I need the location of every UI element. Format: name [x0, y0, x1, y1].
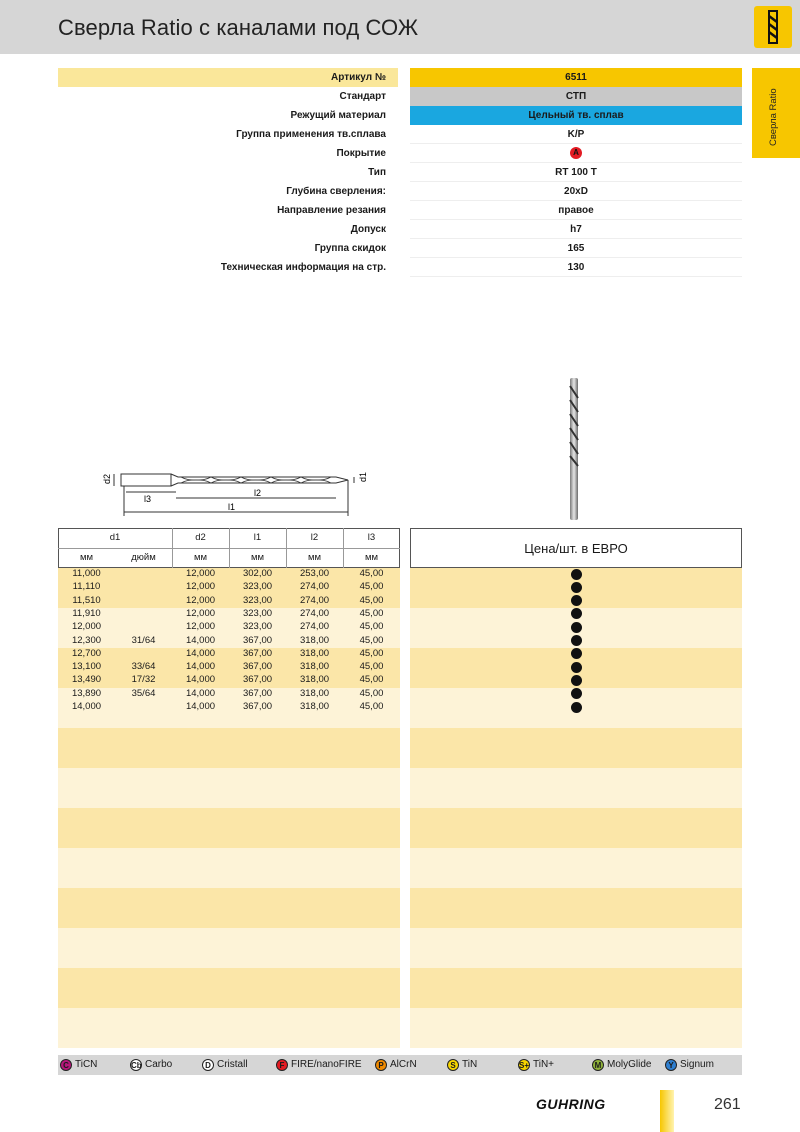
- spec-value: 20xD: [564, 186, 588, 197]
- col-header-l2: l2: [310, 532, 319, 543]
- spec-value: K/P: [567, 129, 585, 140]
- cell-l2: 318,00: [299, 687, 330, 699]
- spec-row: [58, 220, 742, 239]
- cell-d2: 12,000: [185, 607, 216, 619]
- legend-label: AlCrN: [390, 1059, 417, 1070]
- table-band: [410, 888, 742, 928]
- cell-d1-mm: 11,000: [72, 568, 101, 579]
- table-row[interactable]: [58, 634, 400, 647]
- cell-l2: 274,00: [299, 581, 330, 593]
- coating-badge: [410, 144, 742, 163]
- table-row[interactable]: [58, 594, 400, 607]
- cell-d2: 14,000: [185, 647, 216, 659]
- unit-inch: дюйм: [131, 552, 156, 563]
- spec-value: 130: [567, 262, 585, 273]
- col-header-l3: l3: [367, 532, 376, 543]
- drawing-label-l2: l2: [254, 488, 262, 498]
- unit-mm: мм: [250, 552, 265, 563]
- drawing-label-d1: d1: [358, 471, 368, 482]
- coating-icon: M: [592, 1059, 604, 1071]
- legend-item: [276, 1058, 362, 1072]
- cell-d2: 12,000: [185, 621, 216, 633]
- spec-label: Артикул №: [331, 72, 386, 83]
- cell-l3: 45,00: [359, 621, 384, 633]
- drill-logo-icon: [754, 6, 792, 48]
- cell-d1-mm: 14,000: [71, 701, 102, 712]
- unit-mm: мм: [364, 552, 379, 563]
- spec-value: Цельный тв. сплав: [410, 106, 742, 125]
- coating-icon: S+: [519, 1061, 530, 1070]
- cell-l2: 274,00: [299, 594, 330, 606]
- cell-l3: 45,00: [359, 594, 384, 606]
- legend-item: [518, 1058, 554, 1072]
- spec-row: [58, 182, 742, 201]
- legend-label: Cristall: [217, 1059, 248, 1070]
- table-row[interactable]: [58, 647, 400, 660]
- cell-l3: 45,00: [359, 701, 384, 712]
- legend-item: [447, 1058, 477, 1072]
- legend-item: [202, 1058, 248, 1072]
- spec-row: [58, 201, 742, 220]
- availability-dot-icon: [571, 675, 582, 686]
- table-band: [58, 1008, 400, 1048]
- cell-d1-mm: 13,100: [71, 661, 102, 673]
- cell-d1-mm: 12,000: [71, 621, 102, 633]
- cell-d1-mm: 12,300: [71, 634, 102, 646]
- table-row[interactable]: [58, 687, 400, 700]
- cell-d1-inch: 31/64: [131, 634, 156, 646]
- coating-icon: A: [570, 147, 582, 159]
- coating-icon: Cb: [131, 1061, 142, 1070]
- coating-icon: Y: [665, 1059, 677, 1071]
- cell-d1-mm: 11,510: [72, 594, 101, 606]
- spec-value: RT 100 T: [555, 167, 597, 178]
- page-number: 261: [714, 1096, 741, 1113]
- cell-l3: 45,00: [359, 661, 384, 673]
- legend-item: [130, 1058, 172, 1072]
- coating-icon: S: [447, 1059, 459, 1071]
- cell-l3: 45,00: [359, 607, 384, 619]
- legend-label: FIRE/nanoFIRE: [291, 1059, 362, 1070]
- side-tab-label: Сверла Ratio: [768, 88, 779, 146]
- table-band: [410, 928, 742, 968]
- cell-l1: 323,00: [242, 594, 273, 606]
- drill-photo-image: [564, 376, 584, 522]
- spec-label: Покрытие: [336, 148, 386, 159]
- table-row[interactable]: [58, 580, 400, 593]
- footer-accent: [660, 1090, 674, 1132]
- cell-d1-mm: 13,890: [71, 687, 102, 699]
- cell-d2: 12,000: [185, 568, 216, 579]
- spec-value: СТП: [410, 87, 742, 106]
- table-band: [410, 728, 742, 768]
- availability-dot-icon: [571, 702, 582, 713]
- spec-label: Допуск: [350, 224, 386, 235]
- table-band: [58, 888, 400, 928]
- unit-mm: мм: [307, 552, 322, 563]
- table-band: [58, 928, 400, 968]
- unit-mm: мм: [79, 552, 94, 563]
- spec-label: Группа скидок: [314, 243, 386, 254]
- cell-l3: 45,00: [359, 647, 384, 659]
- spec-value: 6511: [410, 68, 742, 87]
- legend-label: MolyGlide: [607, 1059, 652, 1070]
- cell-l1: 302,00: [242, 568, 273, 579]
- col-header-d2: d2: [195, 532, 206, 543]
- spec-value: h7: [570, 224, 582, 235]
- table-band: [410, 1008, 742, 1048]
- cell-l1: 367,00: [242, 661, 273, 673]
- cell-l3: 45,00: [359, 581, 384, 593]
- availability-dot-icon: [571, 622, 582, 633]
- legend-label: TiN+: [533, 1059, 555, 1070]
- table-band: [58, 848, 400, 888]
- cell-d1-mm: 12,700: [71, 647, 102, 659]
- col-header-l1: l1: [253, 532, 262, 543]
- spec-row: [58, 106, 742, 125]
- spec-label: Группа применения тв.сплава: [236, 129, 386, 140]
- cell-d2: 12,000: [185, 581, 216, 593]
- table-row[interactable]: [58, 673, 400, 686]
- cell-l2: 318,00: [299, 647, 330, 659]
- spec-separator: [410, 276, 742, 277]
- spec-label: Стандарт: [339, 91, 386, 102]
- col-header-d1: d1: [109, 532, 121, 543]
- cell-d2: 12,000: [185, 594, 216, 606]
- table-band: [410, 768, 742, 808]
- table-row[interactable]: [58, 620, 400, 633]
- cell-l1: 323,00: [242, 621, 273, 633]
- drawing-label-d2: d2: [102, 473, 112, 484]
- legend-item: [665, 1058, 714, 1072]
- cell-d2: 14,000: [185, 687, 216, 699]
- page-title: Сверла Ratio с каналами под СОЖ: [58, 15, 419, 40]
- spec-label: Направление резания: [277, 205, 386, 216]
- drill-dimension-drawing: [96, 460, 376, 522]
- legend-item: [60, 1058, 97, 1072]
- legend-item: [375, 1058, 417, 1072]
- cell-l1: 367,00: [242, 647, 273, 659]
- cell-d2: 14,000: [185, 661, 216, 673]
- table-row[interactable]: [58, 660, 400, 673]
- spec-row: [58, 125, 742, 144]
- brand-logo: GUHRING: [536, 1096, 606, 1112]
- spec-value: 165: [567, 243, 585, 254]
- cell-l2: 253,00: [299, 568, 330, 579]
- table-band: [58, 728, 400, 768]
- table-row[interactable]: [58, 607, 400, 620]
- coating-icon: P: [375, 1059, 387, 1071]
- coating-icon: C: [60, 1059, 72, 1071]
- legend-label: TiCN: [75, 1059, 98, 1070]
- cell-d1-mm: 11,110: [72, 581, 101, 593]
- spec-label: Техническая информация на стр.: [220, 262, 386, 273]
- spec-row: [58, 163, 742, 182]
- price-header: Цена/шт. в ЕВРО: [410, 528, 742, 568]
- availability-dot-icon: [571, 662, 582, 673]
- unit-mm: мм: [193, 552, 208, 563]
- cell-l3: 45,00: [359, 687, 384, 699]
- spec-label: Режущий материал: [290, 110, 386, 121]
- cell-d2: 14,000: [185, 701, 216, 712]
- cell-l3: 45,00: [359, 674, 384, 686]
- spec-row: [58, 239, 742, 258]
- spec-row: [58, 144, 742, 163]
- spec-label: Глубина сверления:: [286, 186, 386, 197]
- cell-l3: 45,00: [359, 568, 384, 579]
- table-band: [58, 968, 400, 1008]
- table-row[interactable]: [58, 700, 400, 713]
- cell-d1-mm: 13,490: [71, 674, 102, 686]
- cell-l2: 274,00: [299, 607, 330, 619]
- cell-d1-mm: 11,910: [72, 607, 101, 619]
- drawing-label-l1: l1: [228, 502, 236, 512]
- coating-icon: F: [276, 1059, 288, 1071]
- spec-label: Тип: [368, 167, 386, 178]
- spec-row: [58, 258, 742, 277]
- spec-row: [58, 68, 742, 87]
- cell-l2: 318,00: [299, 674, 330, 686]
- coating-icon: D: [202, 1059, 214, 1071]
- table-band: [410, 808, 742, 848]
- cell-l1: 367,00: [242, 634, 273, 646]
- availability-dot-icon: [571, 582, 582, 593]
- table-band: [58, 808, 400, 848]
- cell-l1: 367,00: [242, 674, 273, 686]
- table-band: [58, 768, 400, 808]
- cell-l3: 45,00: [359, 634, 384, 646]
- spec-value: правое: [558, 205, 594, 216]
- cell-d2: 14,000: [185, 634, 216, 646]
- cell-d1-inch: 33/64: [131, 661, 156, 673]
- legend-item: [592, 1058, 651, 1072]
- availability-dot-icon: [571, 569, 582, 580]
- spec-row: [58, 87, 742, 106]
- cell-d1-inch: 17/32: [131, 674, 156, 686]
- cell-l1: 367,00: [242, 701, 273, 712]
- cell-l1: 367,00: [242, 687, 273, 699]
- cell-l2: 318,00: [299, 701, 330, 712]
- cell-l2: 318,00: [299, 634, 330, 646]
- table-band: [410, 968, 742, 1008]
- cell-d1-inch: 35/64: [131, 687, 156, 699]
- availability-dot-icon: [571, 635, 582, 646]
- cell-l1: 323,00: [242, 581, 273, 593]
- cell-d2: 14,000: [185, 674, 216, 686]
- legend-label: Carbo: [145, 1059, 173, 1070]
- cell-l2: 274,00: [299, 621, 330, 633]
- legend-label: TiN: [462, 1059, 478, 1070]
- table-row[interactable]: [58, 567, 400, 580]
- drawing-label-l3: l3: [144, 494, 152, 504]
- cell-l1: 323,00: [242, 607, 273, 619]
- table-band: [410, 848, 742, 888]
- legend-label: Signum: [680, 1059, 714, 1070]
- cell-l2: 318,00: [299, 661, 330, 673]
